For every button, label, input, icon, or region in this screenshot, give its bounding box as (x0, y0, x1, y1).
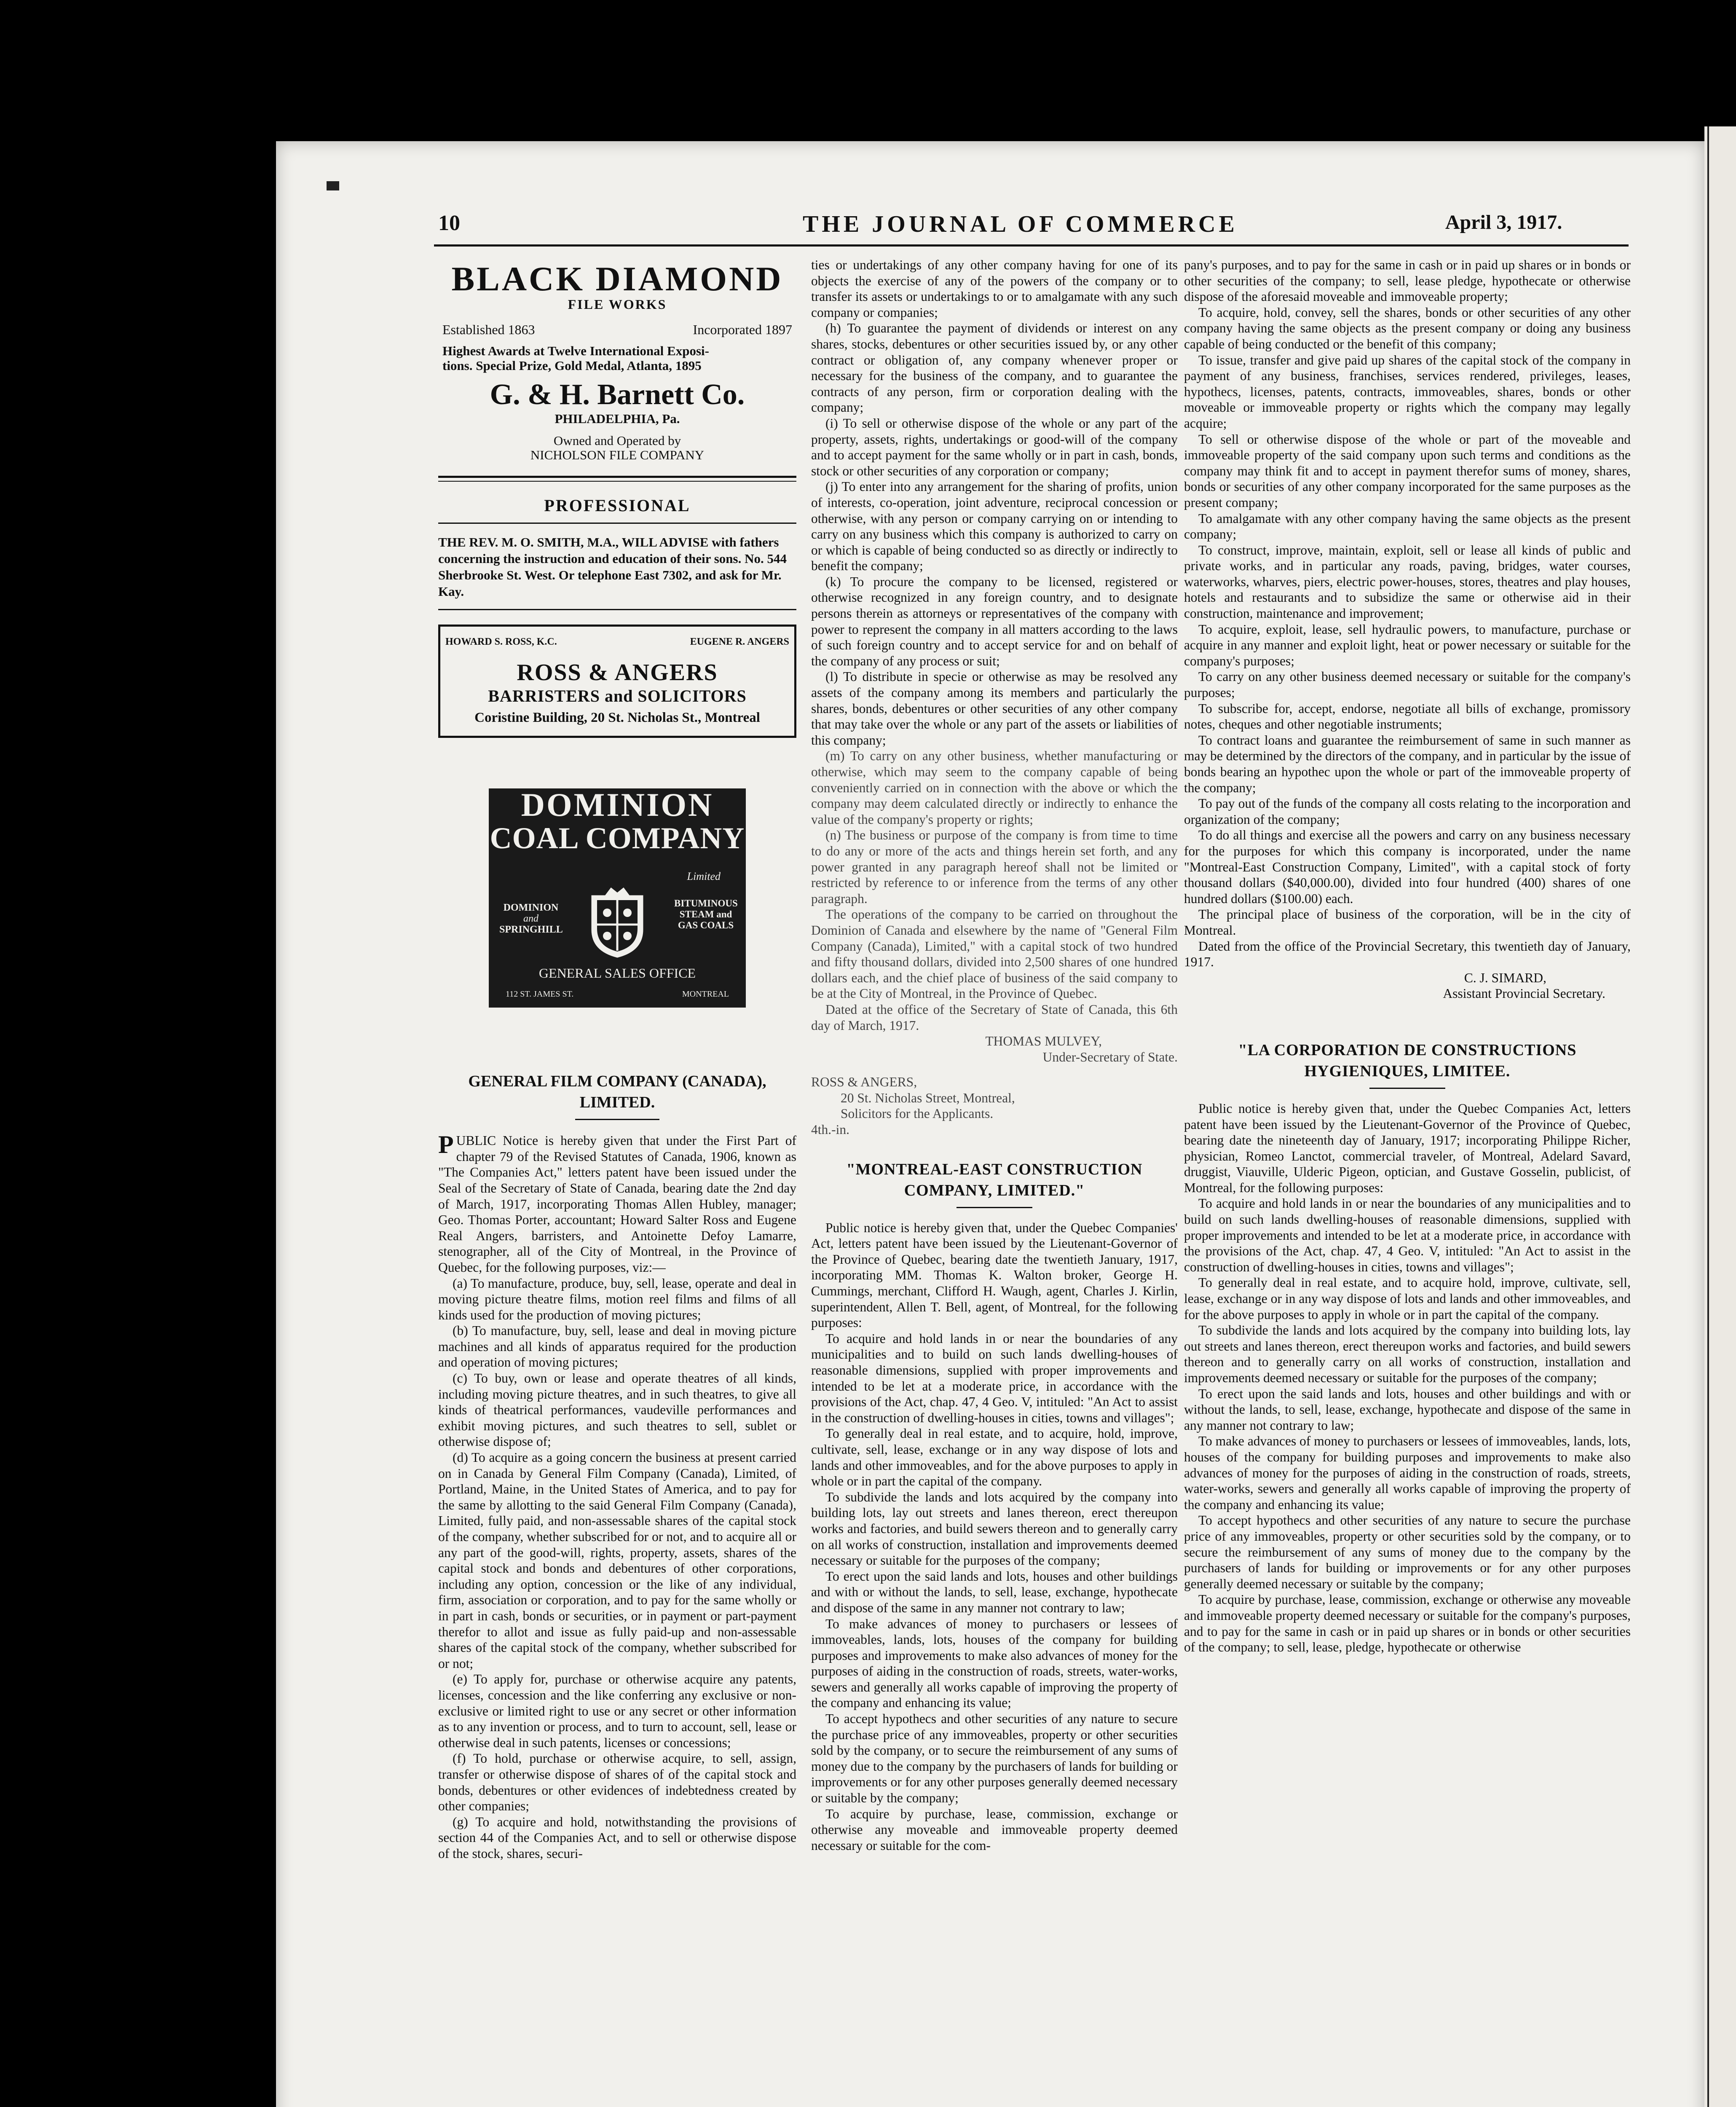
general-film-continued: Dated at the office of the Secretary of State of Canada, this 6th day of March, 1917. (811, 1002, 1178, 1033)
la-corporation-paragraph: To generally deal in real estate, and to acquire hold, improve, cultivate, sell, lease, exchange or in any way dispose of lots and lands and other immoveables, and for the above purposes to apply in whole or in part the capital of the company. (1184, 1275, 1631, 1322)
general-film-title: GENERAL FILM COMPANY (CANADA), LIMITED. (468, 1072, 766, 1112)
montreal-east-paragraph: To erect upon the said lands and lots, houses and other buildings and with or without the lands, to sell, lease, exchange, hypothecate and dispose of the same in any manner not contrary to law; (811, 1568, 1178, 1615)
montreal-east-paragraph: Public notice is hereby given that, under the Quebec Companies' Act, letters patent have been issued by the Lieutenant-Governor of the Province of Quebec, bearing date the twentieth January, 1917, incorporating MM. Thomas K. Walton broker, George H. Cummings, merchant, Clifford H. Waugh, agent, Charles J. Kirlin, superintendent, Allen T. Bell, agent, of Montreal, for the following purposes: (811, 1220, 1178, 1330)
professional-rule (438, 523, 796, 524)
general-film-continued: (h) To guarantee the payment of dividends or interest on any shares, stocks, debentures or other securities issued by, or any other contract or obligation of, any company whenever proper or necessary for the business of the company, and to guarantee the contracts of any person, firm or corporation dealing with the company; (811, 321, 1178, 415)
montreal-east-continued: To acquire, hold, convey, sell the shares, bonds or other securities of any other company having the same objects as the present company or doing any business capable of being conducted or the benefit of this company; (1184, 305, 1631, 351)
la-corporation-paragraph: To subdivide the lands and lots acquired by the company into building lots, lay out streets and lanes thereon, erect thereupon works and factories, and build sewers thereon and to generally carry on all works of construction, installation and improvements deemed necessary or suitable for the purposes of the company; (1184, 1323, 1631, 1385)
barnett-firm-name: G. & H. Barnett Co. (490, 378, 745, 411)
established-date: Established 1863 (442, 322, 535, 337)
la-corporation-title: "LA CORPORATION DE CONSTRUCTIONS HYGIENIQUES, LIMITEE. (1238, 1041, 1577, 1080)
montreal-east-continued: Dated from the office of the Provincial Secretary, this twentieth day of January, 1917. (1184, 938, 1631, 970)
ross-angers-partners (445, 634, 789, 650)
montreal-east-paragraph: To make advances of money to purchasers or lessees of immoveables, lands, lots, houses of the company for building purposes and improvements to make also advances of money for the purposes of aiding in the construction of roads, streets, water-works, sewers and generally all works capable of improving the property of the company and enhancing its value; (811, 1616, 1178, 1710)
montreal-east-rule (956, 1207, 1032, 1208)
montreal-east-continued: To contract loans and guarantee the reimbursement of same in such manner as may be determined by the directors of the company, and in particular by the issue of bonds bearing an hypothec upon the whole or part of the immoveable property of the company; (1184, 732, 1631, 795)
coat-of-arms-icon (588, 887, 647, 959)
journal-title: THE JOURNAL OF COMMERCE (803, 211, 1238, 237)
general-film-continued: The operations of the company to be carried on throughout the Dominion of Canada and elsewhere by the name of "General Film Company (Canada), Limited," with a capital stock of two hundred and fifty thousand dollars, divided into 2,500 shares of one hundred dollars each, and the chief place of business of the said company to be at the City of Montreal, in the Province of Quebec. (811, 907, 1178, 1001)
general-film-rule (575, 1119, 659, 1120)
la-corporation-rule (1369, 1088, 1445, 1089)
professional-heading: PROFESSIONAL (544, 496, 691, 515)
ross-angers-role: BARRISTERS and SOLICITORS (488, 686, 747, 705)
solicitors-line-2: 20 St. Nicholas Street, Montreal, (841, 1090, 1015, 1105)
owned-line-2: NICHOLSON FILE COMPANY (530, 447, 705, 462)
montreal-east-signatory: C. J. SIMARD, (1464, 970, 1546, 985)
la-corporation-paragraph: To erect upon the said lands and lots, houses and other buildings and with or without the lands, to sell, lease, exchange, hypothecate and dispose of the same in any manner not contrary to law; (1184, 1386, 1631, 1433)
general-film-paragraph: (b) To manufacture, buy, sell, lease and deal in moving picture machines and all kinds of apparatus required for the production and operation of moving pictures; (438, 1323, 796, 1370)
scan-mark (327, 181, 339, 190)
general-film-paragraph: (a) To manufacture, produce, buy, sell, lease, operate and deal in moving picture theatre films, motion reel films and films of all kinds used for the production of moving pictures; (438, 1276, 796, 1322)
montreal-east-continued: pany's purposes, and to pay for the same in cash or in paid up shares or in bonds or other securities of the company; to sell, lease pledge, hypothecate or otherwise dispose of the aforesaid moveable and immoveable property; (1184, 257, 1631, 304)
adjacent-page-edge (1704, 126, 1736, 2107)
montreal-east-continued: To amalgamate with any other company having the same objects as the present company; (1184, 511, 1631, 542)
montreal-east-paragraph: To acquire by purchase, lease, commission, exchange or otherwise any moveable and immoveable property deemed necessary or suitable for the com- (811, 1806, 1178, 1853)
montreal-east-continued: To pay out of the funds of the company all costs relating to the incorporation and organization of the company; (1184, 796, 1631, 827)
column-2 (811, 257, 1178, 1853)
incorporated-date: Incorporated 1897 (693, 322, 792, 337)
dominion-coal-street: 112 ST. JAMES ST. (506, 989, 574, 999)
ross-angers-firm: ROSS & ANGERS (517, 659, 718, 686)
montreal-east-continued: To sell or otherwise dispose of the whole or part of the moveable and immoveable property of the said company upon such terms and conditions as the company may think fit and to accept in payment therefor sums of money, shares, bonds or securities of any other company incorporated for the same purposes as the present company; (1184, 432, 1631, 510)
solicitors-block (811, 1074, 1178, 1137)
right-line-2: STEAM and (679, 909, 732, 920)
general-film-text: UBLIC Notice is hereby given that under the First Part of chapter 79 of the Revised Statutes of Canada, 1906, known as "The Companies Act," letters patent have been issued under the Seal of the Secretary of State of Canada, bearing date the 2nd day of March, 1917, incorporating Thomas Allen Hubley, manager; Geo. Thomas Porter, accountant; Howard Salter Ross and Eugene Real Angers, barristers, and Antoinette Defoy Lamarre, stenographer, all of the City of Montreal, in the Province of Quebec, for the following purposes, viz:— (438, 1133, 796, 1275)
partner-angers: EUGENE R. ANGERS (690, 636, 789, 648)
partner-ross: HOWARD S. ROSS, K.C. (445, 636, 557, 648)
general-film-paragraph (438, 1133, 796, 1275)
la-corporation-paragraph: Public notice is hereby given that, under the Quebec Companies Act, letters patent have been issued by the Lieutenant-Governor of the Province of Quebec, bearing date the nineteenth day of January, 1917; incorporating Philippe Richer, physician, Romeo Lanctot, commercial traveler, of Montreal, Adelard Savard, druggist, Viauville, Ulderic Pigeon, optician, and Gustave Gosselin, publicist, of Montreal, for the following purposes: (1184, 1101, 1631, 1195)
general-film-continued: (m) To carry on any other business, whether manufacturing or otherwise, which may seem to the company capable of being conveniently carried on in connection with the above or which the company may deem calculated directly or indirectly to enhance the value of the company's property or rights; (811, 748, 1178, 827)
dominion-coal-line1: DOMINION (521, 786, 714, 823)
general-film-paragraph: (c) To buy, own or lease and operate theatres of all kinds, including moving picture theatres, and in such theatres, to give all kinds of theatrical performances, vaudeville performances and exhibit moving pictures, and such theatres to sell, sublet or otherwise dispose of; (438, 1371, 796, 1449)
montreal-east-paragraph: To accept hypothecs and other securities of any nature to secure the purchase price of any immoveables, property or other securities sold by the company, or to secure the reimbursement of any sums of money due to the company by the purchasers of lands for building or improvements or for any other purposes generally deemed necessary or suitable by the company; (811, 1711, 1178, 1806)
left-line-2: and (523, 913, 538, 925)
ross-angers-card (438, 625, 796, 738)
dominion-coal-ad (489, 788, 746, 1008)
publication-date: April 3, 1917. (1445, 211, 1562, 233)
dominion-coal-right-text (674, 898, 737, 931)
smith-rule (438, 609, 796, 610)
montreal-east-paragraph: To generally deal in real estate, and to acquire, hold, improve, cultivate, sell, lease, exchange or in any way dispose of lots and lands and other immoveables, and for the above purposes to apply in whole or in part the capital of the company. (811, 1426, 1178, 1489)
general-film-continued: ties or undertakings of any other company having for one of its objects the exercise of any of the powers of the company or to transfer its assets or undertakings to or to amalgamate with any such company or companies; (811, 257, 1178, 320)
page-gutter-line (1707, 126, 1709, 2107)
column-1 (438, 257, 796, 1861)
general-film-continued: (l) To distribute in specie or otherwise as may be resolved any assets of the company among its members and particularly the shares, bonds, debentures or other securities of any other company that may take over the whole or any part of the assets or liabilities of this company; (811, 669, 1178, 748)
dominion-coal-line2: COAL COMPANY (490, 821, 745, 855)
general-film-paragraph: (e) To apply for, purchase or otherwise acquire any patents, licenses, concession and the like conferring any exclusive or non-exclusive or limited right to use or any secret or other information as to any invention or process, and to turn to account, sell, lease or otherwise deal in such patents, licenses or concessions; (438, 1672, 796, 1750)
general-film-paragraph: (g) To acquire and hold, notwithstanding the provisions of section 44 of the Companies Act, and to sell or otherwise dispose of the stock, shares, securi- (438, 1814, 796, 1861)
left-line-3: SPRINGHILL (499, 924, 563, 936)
left-line-1: DOMINION (503, 902, 559, 914)
black-diamond-awards (438, 343, 796, 373)
general-film-continued: (i) To sell or otherwise dispose of the whole or any part of the property, assets, rights, undertakings or good-will of the company and to accept payment for the same wholly or in part in cash, bonds, stock or other securities of any corporation or company; (811, 416, 1178, 478)
general-film-continued: (n) The business or purpose of the company is from time to time to do any or more of the acts and things herein set forth, and any power granted in any paragraph hereof shall not be limited or restricted by reference to or inference from the terms of any other paragraph. (811, 828, 1178, 906)
montreal-east-title: "MONTREAL-EAST CONSTRUCTION COMPANY, LIMITED." (846, 1160, 1143, 1199)
dominion-coal-address (506, 986, 729, 1003)
dominion-coal-office: GENERAL SALES OFFICE (538, 965, 696, 981)
montreal-east-continued: To subscribe for, accept, endorse, negotiate all bills of exchange, promissory notes, cheques and other negotiable instruments; (1184, 701, 1631, 732)
right-line-3: GAS COALS (678, 920, 734, 931)
general-film-continued: (j) To enter into any arrangement for the sharing of profits, union of interests, co-operation, joint adventure, reciprocal concession or otherwise, with any person or company carrying on or intending to carry on any business which this company is authorized to carry on or which is capable of being conducted so as directly or indirectly to benefit the company; (811, 479, 1178, 574)
dominion-coal-city: MONTREAL (682, 989, 729, 999)
montreal-east-continued: To carry on any other business deemed necessary or suitable for the company's purposes; (1184, 669, 1631, 700)
owned-by (438, 434, 796, 462)
solicitors-line-3: Solicitors for the Applicants. (841, 1106, 994, 1121)
montreal-east-paragraph: To acquire and hold lands in or near the boundaries of any municipalities and to build on such lands dwelling-houses of reasonable dimensions, supplied with proper improvements and intended to be let at a moderate price, in accordance with the provisions of the Act, chap. 47, 4 Geo. V, intituled: "An Act to assist in the construction of dwelling-houses in cities, towns and villages"; (811, 1331, 1178, 1425)
montreal-east-paragraph: To subdivide the lands and lots acquired by the company into building lots, lay out streets and lanes thereon, erect thereupon works and factories, and build sewers thereon and to generally carry on all works of construction, installation and improvements deemed necessary or suitable for the purposes of the company; (811, 1489, 1178, 1568)
la-corporation-paragraph: To accept hypothecs and other securities of any nature to secure the purchase price of any immoveables, property or other securities sold by the company, or to secure the reimbursement of any sums of money due to the company by the purchasers of lands for building or improvements or for any other purposes generally deemed necessary or suitable by the company; (1184, 1513, 1631, 1591)
awards-line-2: tions. Special Prize, Gold Medal, Atlanta, 1895 (442, 358, 702, 373)
general-film-paragraph: (d) To acquire as a going concern the business at present carried on in Canada by General Film Company (Canada), Limited, of Portland, Maine, in the United States of America, and to pay for the same by allotting to the said General Film Company (Canada), Limited, fully paid, and non-assessable shares of the capital stock of the company, whether subscribed for or not, and to acquire all or any part of the good-will, rights, property, assets, shares of the capital stock and bonds and debentures of other corporations, including any option, concession or the like of any individual, firm, association or corporation, and to pay for the same wholly or in part in cash, bonds or securities, or in payment or part-payment therefor to allot and issue as fully paid-up and non-assessable shares of the capital stock of the company, whether subscribed for or not; (438, 1450, 796, 1671)
black-diamond-subtitle: FILE WORKS (568, 297, 667, 312)
page-number: 10 (438, 211, 460, 235)
general-film-body (438, 1133, 796, 1861)
section-divider (438, 476, 796, 482)
solicitors-line-1: ROSS & ANGERS, (811, 1075, 917, 1090)
ross-angers-address: Coristine Building, 20 St. Nicholas St., Montreal (474, 710, 760, 725)
owned-line-1: Owned and Operated by (553, 433, 681, 448)
drop-cap: P (438, 1131, 454, 1159)
montreal-east-continued: To acquire, exploit, lease, sell hydraulic powers, to manufacture, purchase or acquire in any manner and exploit light, heat or power necessary or suitable for the company's purposes; (1184, 622, 1631, 668)
montreal-east-continued: To do all things and exercise all the powers and carry on any business necessary for the purposes for which this company is incorporated, under the name "Montreal-East Construction Company, Limited", with a capital stock of forty thousand dollars ($40,000.00), divided into four hundred (400) shares of one hundred dollars ($100.00) each. (1184, 828, 1631, 906)
black-diamond-ad (438, 261, 796, 462)
header-rule (434, 244, 1629, 247)
la-corporation-paragraph: To acquire and hold lands in or near the boundaries of any municipalities and to build on such lands dwelling-houses of reasonable dimensions, supplied with proper improvements and intended to be let at a moderate price, in accordance with the provisions of the Act, chap. 47, 4 Geo. V, intituled: "An Act to assist in the construction of dwelling-houses in cities, towns and villages"; (1184, 1196, 1631, 1274)
awards-line-1: Highest Awards at Twelve International Exposi- (442, 343, 709, 359)
column-3 (1184, 257, 1631, 1655)
black-diamond-dates (438, 322, 796, 338)
smith-notice: THE REV. M. O. SMITH, M.A., WILL ADVISE with fathers concerning the instruction and education of their sons. No. 544 Sherbrooke St. West. Or telephone East 7302, and ask for Mr. Kay. (438, 535, 787, 599)
la-corporation-paragraph: To make advances of money to purchasers or lessees of immoveables, lands, lots, houses of the company for building purposes and improvements to make also advances of money for the purposes of aiding in the construction of roads, streets, water-works, sewers and generally all works capable of improving the property of the company and enhancing its value; (1184, 1434, 1631, 1512)
black-diamond-title: BLACK DIAMOND (451, 260, 783, 298)
general-film-continued: (k) To procure the company to be licensed, registered or otherwise recognized in any foreign country, and to designate persons therein as attorneys or representatives of the company with power to represent the company in all matters according to the laws of such foreign country and to accept service for and on behalf of the company of any process or suit; (811, 574, 1178, 668)
general-film-signatory-title: Under-Secretary of State. (1042, 1049, 1178, 1064)
barnett-city: PHILADELPHIA, Pa. (555, 411, 680, 426)
montreal-east-continued: To issue, transfer and give paid up shares of the capital stock of the company in payment of any business, franchises, services rendered, privileges, leases, hypothecs, licenses, patents, contracts, immoveables, shares, bonds or other moveable or immoveable property or rights which the company may legally acquire; (1184, 352, 1631, 431)
dominion-coal-limited: Limited (687, 870, 721, 883)
general-film-paragraph: (f) To hold, purchase or otherwise acquire, to sell, assign, transfer or otherwise dispose of shares of of the capital stock and bonds, debentures or other evidences of indebtedness created by other companies; (438, 1751, 796, 1814)
la-corporation-paragraph: To acquire by purchase, lease, commission, exchange or otherwise any moveable and immoveable property deemed necessary or suitable for the company's purposes, and to pay for the same in cash or in paid up shares or in bonds or other securities of the company; to sell, lease, pledge, hypothecate or otherwise (1184, 1592, 1631, 1655)
right-line-1: BITUMINOUS (674, 898, 738, 909)
montreal-east-continued: The principal place of business of the corporation, will be in the city of Montreal. (1184, 907, 1631, 938)
montreal-east-signatory-title: Assistant Provincial Secretary. (1443, 986, 1605, 1001)
general-film-signatory: THOMAS MULVEY, (985, 1034, 1102, 1049)
dominion-coal-left-text (499, 902, 563, 935)
montreal-east-continued: To construct, improve, maintain, exploit, sell or lease all kinds of public and private works, and in particular any roads, paving, bridges, water courses, waterworks, wharves, piers, electric power-houses, stores, theatres and play houses, hotels and restaurants and to subsidize the same or otherwise aid in their construction, maintenance and improvement; (1184, 542, 1631, 621)
insertion-mark: 4th.-in. (811, 1122, 849, 1137)
